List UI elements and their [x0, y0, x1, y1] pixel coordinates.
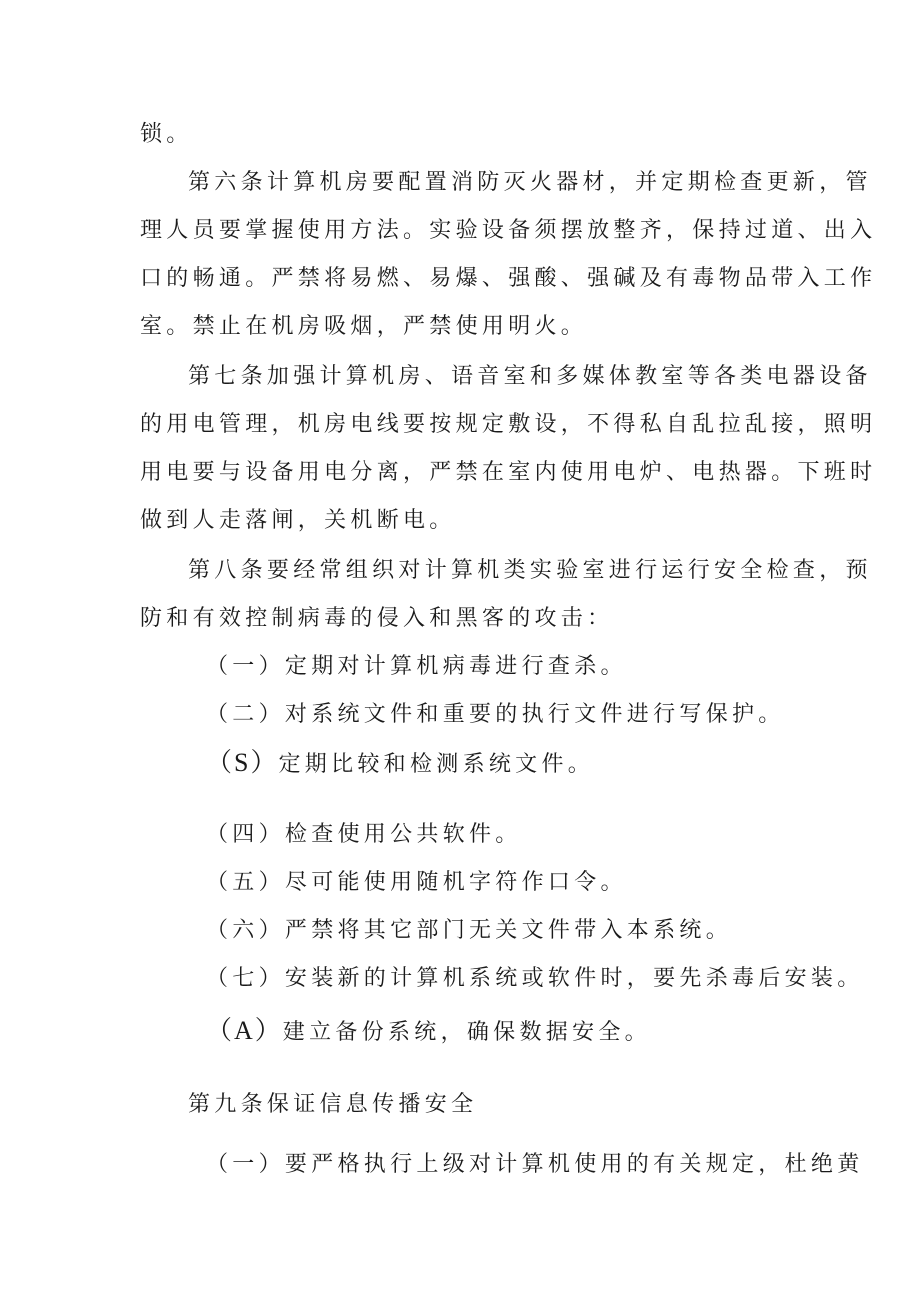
article-six-line-1: 第六条计算机房要配置消防灭火器材，并定期检查更新，管	[188, 170, 872, 195]
list-item-5: （五）尽可能使用随机字符作口令。	[206, 870, 627, 895]
article-nine-heading: 第九条保证信息传播安全	[188, 1092, 478, 1117]
list-item-8-text: 建立备份系统，确保数据安全。	[282, 1020, 651, 1045]
article-eight-line-1: 第八条要经常组织对计算机类实验室进行运行安全检查，预	[188, 558, 872, 583]
article-seven-line-3: 用电要与设备用电分离，严禁在室内使用电炉、电热器。下班时	[140, 460, 877, 485]
list-marker-s: （S）	[206, 748, 279, 777]
article-eight-line-2: 防和有效控制病毒的侵入和黑客的攻击：	[140, 606, 614, 631]
list-item-2: （二）对系统文件和重要的执行文件进行写保护。	[206, 702, 785, 727]
list-item-3-text: 定期比较和检测系统文件。	[278, 752, 595, 777]
article-seven-line-2: 的用电管理，机房电线要按规定敷设，不得私自乱拉乱接，照明	[140, 412, 877, 437]
article-six-line-4: 室。禁止在机房吸烟，严禁使用明火。	[140, 314, 588, 339]
article-nine-item-1: （一）要严格执行上级对计算机使用的有关规定，杜绝黄	[206, 1152, 864, 1177]
paragraph-line: 锁。	[140, 122, 193, 147]
list-item-6: （六）严禁将其它部门无关文件带入本系统。	[206, 918, 733, 943]
article-seven-line-1: 第七条加强计算机房、语音室和多媒体教室等各类电器设备	[188, 364, 872, 389]
article-six-line-2: 理人员要掌握使用方法。实验设备须摆放整齐，保持过道、出入	[140, 218, 877, 243]
article-six-line-3: 口的畅通。严禁将易燃、易爆、强酸、强碱及有毒物品带入工作	[140, 266, 877, 291]
list-item-8	[206, 1016, 651, 1048]
list-marker-a: （A）	[206, 1016, 283, 1045]
list-item-7: （七）安装新的计算机系统或软件时，要先杀毒后安装。	[206, 966, 864, 991]
list-item-4: （四）检查使用公共软件。	[206, 822, 522, 847]
article-seven-line-4: 做到人走落闸，关机断电。	[140, 508, 456, 533]
list-item-1: （一）定期对计算机病毒进行查杀。	[206, 654, 627, 679]
list-item-3	[206, 748, 594, 780]
